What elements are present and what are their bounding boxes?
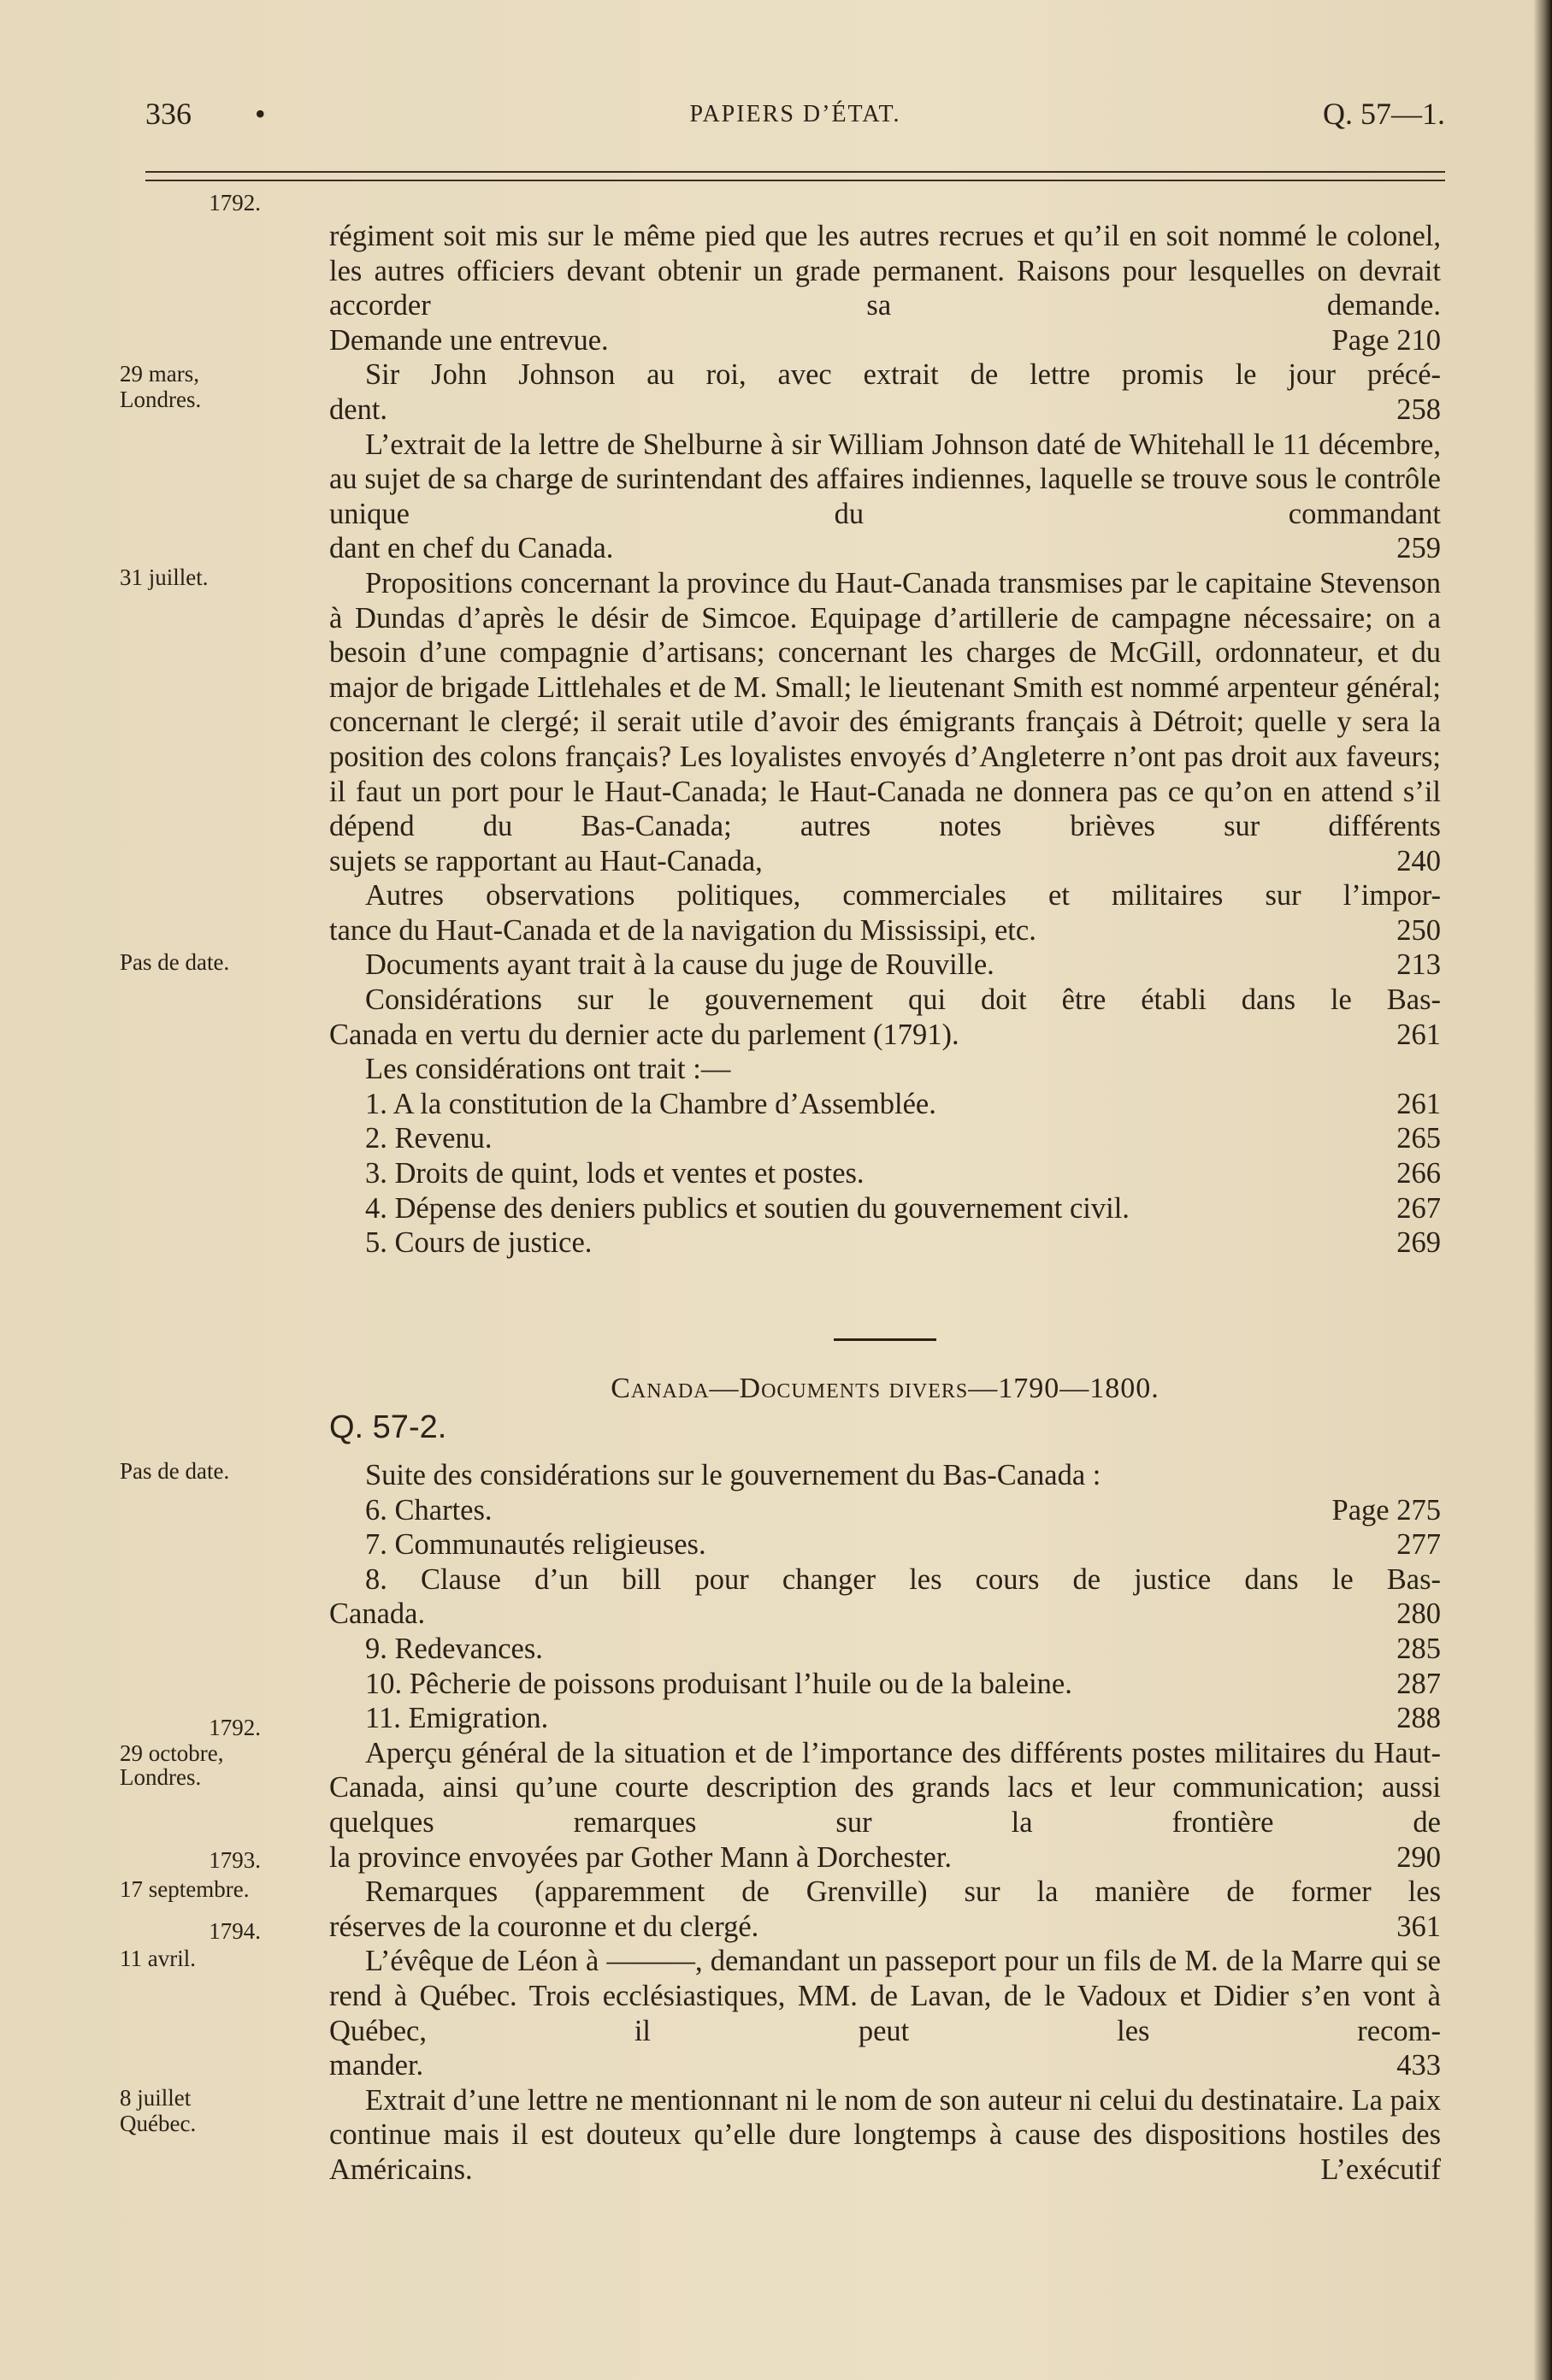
calendar-entries-continued — [329, 1458, 1441, 2187]
entry-last-line — [329, 323, 1441, 358]
entry-last-text: 5. Cours de justice. — [365, 1226, 593, 1260]
entry — [329, 1562, 1441, 1632]
calendar-entries — [329, 219, 1441, 1261]
entry-last-line — [329, 1156, 1441, 1191]
entry-last-line — [329, 1597, 1441, 1632]
entry-body: Aperçu général de la situation et de l’importance des différents postes militaires du Haut-Canada, ainsi qu’une courte description des grands lacs et leur communication; aussi quelques remarques sur la frontière de — [329, 1736, 1441, 1839]
entry-last-text: 11. Emigration. — [365, 1702, 549, 1735]
page-reference: 290 — [1396, 1840, 1441, 1874]
page-reference: 433 — [1396, 2049, 1441, 2082]
entry — [329, 1944, 1441, 2082]
entry — [329, 1225, 1441, 1261]
entry — [329, 2083, 1441, 2188]
entry — [329, 357, 1441, 427]
entry — [329, 219, 1441, 357]
entry-last-text: tance du Haut-Canada et de la navigation du Mississipi, etc. — [329, 913, 1036, 947]
entry-last-line — [329, 1632, 1441, 1667]
page-reference: 285 — [1396, 1632, 1441, 1665]
section-label: Q. 57-2. — [329, 1409, 447, 1445]
entry-body: Autres observations politiques, commerciales et militaires sur l’impor- — [365, 879, 1441, 912]
margin-date: 31 juillet. — [120, 564, 209, 590]
entry — [329, 1156, 1441, 1191]
entry-last-line — [329, 844, 1441, 879]
entry-last-text: Canada en vertu du dernier acte du parlement (1791). — [329, 1018, 959, 1051]
entry-last-line — [329, 393, 1441, 428]
section-title: Canada—Documents divers—1790—1800. — [611, 1373, 1160, 1404]
entry-last-line — [329, 1191, 1441, 1226]
entry-last-text: Canada. — [329, 1597, 426, 1631]
entry — [329, 1087, 1441, 1122]
entry-last-line — [329, 1225, 1441, 1261]
entry — [329, 1121, 1441, 1156]
entry-last-text: Documents ayant trait à la cause du juge de Rouville. — [365, 948, 994, 982]
entry — [329, 1458, 1441, 1493]
page-reference: Page 275 — [1331, 1493, 1441, 1527]
entry-body: Extrait d’une lettre ne mentionnant ni le nom de son auteur ni celui du destinataire. La paix continue mais il est douteux qu’elle dure longtemps à cause des dispositions hostiles des Américains. L’exécutif — [329, 2083, 1441, 2186]
page-reference: 259 — [1396, 532, 1441, 565]
margin-date: Pas de date. — [120, 1458, 230, 1484]
entry-body: L’évêque de Léon à ———, demandant un passeport pour un fils de M. de la Marre qui se rend à Québec. Trois ecclésiastiques, MM. de Lavan, de le Vadoux et Didier s’en vont à Québec, il peut les recom- — [329, 1945, 1441, 2047]
running-header — [145, 96, 1445, 139]
entry-last-text: 7. Communautés religieuses. — [365, 1528, 706, 1562]
entry-last-text: Les considérations ont trait :— — [365, 1053, 731, 1086]
margin-date: 29 octobre, — [120, 1740, 224, 1766]
entry-last-text: Demande une entrevue. — [329, 323, 609, 357]
page-reference: 261 — [1396, 1087, 1441, 1120]
page-reference: 267 — [1396, 1191, 1441, 1225]
margin-date: 17 septembre. — [120, 1876, 250, 1902]
entry-last-text: 9. Redevances. — [365, 1632, 543, 1665]
header-dot: • — [255, 97, 266, 131]
entry-last-text: sujets se rapportant au Haut-Canada, — [329, 844, 763, 877]
entry-body: 8. Clause d’un bill pour changer les cours de justice dans le Bas- — [365, 1562, 1441, 1596]
margin-year: 1793. — [209, 1847, 261, 1873]
entry-last-line — [329, 1527, 1441, 1562]
entry-last-text: 4. Dépense des deniers publics et soutien du gouvernement civil. — [365, 1191, 1130, 1225]
entry-last-line — [329, 913, 1441, 948]
entry-last-text: mander. — [329, 2049, 424, 2082]
page-reference — [1424, 1052, 1441, 1087]
entry-last-text: la province envoyées par Gother Mann à Dorchester. — [329, 1840, 953, 1874]
entry-body: Remarques (apparemment de Grenville) sur la manière de former les — [365, 1875, 1441, 1909]
margin-place: Londres. — [120, 1764, 202, 1790]
entry-last-text: 3. Droits de quint, lods et ventes et postes. — [365, 1157, 865, 1190]
entry-last-line — [329, 531, 1441, 566]
entry-body: L’extrait de la lettre de Shelburne à sir William Johnson daté de Whitehall le 11 décembre, au sujet de sa charge de surintendant des affaires indiennes, laquelle se trouve sous le contrôle unique du commandant — [329, 428, 1441, 530]
entry-last-line — [329, 1701, 1441, 1736]
entry — [329, 1493, 1441, 1528]
entry — [329, 983, 1441, 1052]
margin-date: 29 mars, — [120, 361, 199, 387]
entry-last-line — [329, 1910, 1441, 1945]
entry-last-text: dant en chef du Canada. — [329, 532, 614, 565]
entry-body: Considérations sur le gouvernement qui doit être établi dans le Bas- — [365, 983, 1441, 1017]
entry-last-text: dent. — [329, 393, 388, 426]
header-rule-top — [145, 171, 1445, 173]
page-reference: 288 — [1396, 1702, 1441, 1735]
entry — [329, 1875, 1441, 1944]
entry — [329, 948, 1441, 983]
page-reference: 287 — [1396, 1667, 1441, 1700]
entry-last-line — [329, 1458, 1441, 1493]
entry — [329, 1052, 1441, 1087]
page-reference: 269 — [1396, 1226, 1441, 1260]
entry — [329, 1736, 1441, 1875]
entry — [329, 1701, 1441, 1736]
entry-body: régiment soit mis sur le même pied que les autres recrues et qu’il en soit nommé le colonel, les autres officiers devant obtenir un grade permanent. Raisons pour lesquelles on devrait accorder sa demande. — [329, 220, 1441, 322]
entry-last-line — [329, 1493, 1441, 1528]
entry-last-text: 2. Revenu. — [365, 1122, 493, 1155]
entry — [329, 1667, 1441, 1702]
entry-last-text: 1. A la constitution de la Chambre d’Assemblée. — [365, 1087, 936, 1120]
section-separator — [834, 1338, 936, 1341]
entry-last-line — [329, 1087, 1441, 1122]
page-reference: Page 210 — [1331, 323, 1441, 357]
entry-last-text: réserves de la couronne et du clergé. — [329, 1910, 759, 1943]
margin-date: Pas de date. — [120, 949, 230, 975]
page-reference: 280 — [1396, 1597, 1441, 1631]
entry — [329, 1191, 1441, 1226]
margin-year: 1792. — [209, 190, 261, 216]
header-title: PAPIERS D’ÉTAT. — [689, 101, 901, 127]
entry-last-line — [329, 1121, 1441, 1156]
entry-last-text: 10. Pêcherie de poissons produisant l’huile ou de la baleine. — [365, 1667, 1072, 1700]
entry-last-line — [329, 1018, 1441, 1053]
entry — [329, 1632, 1441, 1667]
page-reference: 258 — [1396, 393, 1441, 426]
margin-date: 8 juillet — [120, 2085, 192, 2111]
page-binding-shadow — [1533, 0, 1552, 2380]
entry-last-line — [329, 1052, 1441, 1087]
entry-last-text: Suite des considérations sur le gouvernement du Bas-Canada : — [365, 1459, 1101, 1491]
page-reference — [1424, 1458, 1441, 1493]
page-reference: 250 — [1396, 913, 1441, 947]
margin-date: 11 avril. — [120, 1946, 196, 1971]
margin-place: Londres. — [120, 387, 202, 412]
entry-last-text: 6. Chartes. — [365, 1493, 493, 1527]
entry-body: Propositions concernant la province du Haut-Canada transmises par le capitaine Stevenson à Dundas d’après le désir de Simcoe. Equipage d’artillerie de campagne nécessaire; on a besoin d’une compagnie d’artisans; concernant les charges de McGill, ordonnateur, et du major de brigade Littlehales et de M. Small; le lieutenant Smith est nommé arpenteur général; concernant le clergé; il serait utile d’avoir des émigrants français à Détroit; quelle y sera la position des colons français? Les loyalistes envoyés d’Angleterre n’ont pas droit aux faveurs; il faut un port pour le Haut-Canada; le Haut-Canada ne donnera pas ce qu’on en attend s’il dépend du Bas-Canada; autres notes brièves sur différents — [329, 566, 1441, 843]
entry-last-line — [329, 1667, 1441, 1702]
page-reference: 240 — [1396, 844, 1441, 877]
page-reference: 213 — [1396, 948, 1441, 982]
page-reference: 361 — [1396, 1910, 1441, 1943]
entry-last-line — [329, 948, 1441, 983]
margin-year: 1792. — [209, 1715, 261, 1740]
margin-place: Québec. — [120, 2111, 197, 2136]
header-rule-bottom — [145, 180, 1445, 181]
page-reference: 265 — [1396, 1122, 1441, 1155]
entry — [329, 1527, 1441, 1562]
page-reference: 261 — [1396, 1018, 1441, 1051]
volume-reference: Q. 57—1. — [1323, 97, 1445, 131]
entry-body: Sir John Johnson au roi, avec extrait de lettre promis le jour précé- — [365, 358, 1441, 392]
entry — [329, 566, 1441, 878]
entry — [329, 878, 1441, 948]
page-reference: 277 — [1396, 1528, 1441, 1562]
entry — [329, 428, 1441, 566]
page-reference: 266 — [1396, 1157, 1441, 1190]
entry-last-line — [329, 1840, 1441, 1875]
margin-year: 1794. — [209, 1918, 261, 1944]
entry-last-line — [329, 2048, 1441, 2083]
page-number: 336 — [145, 97, 192, 131]
